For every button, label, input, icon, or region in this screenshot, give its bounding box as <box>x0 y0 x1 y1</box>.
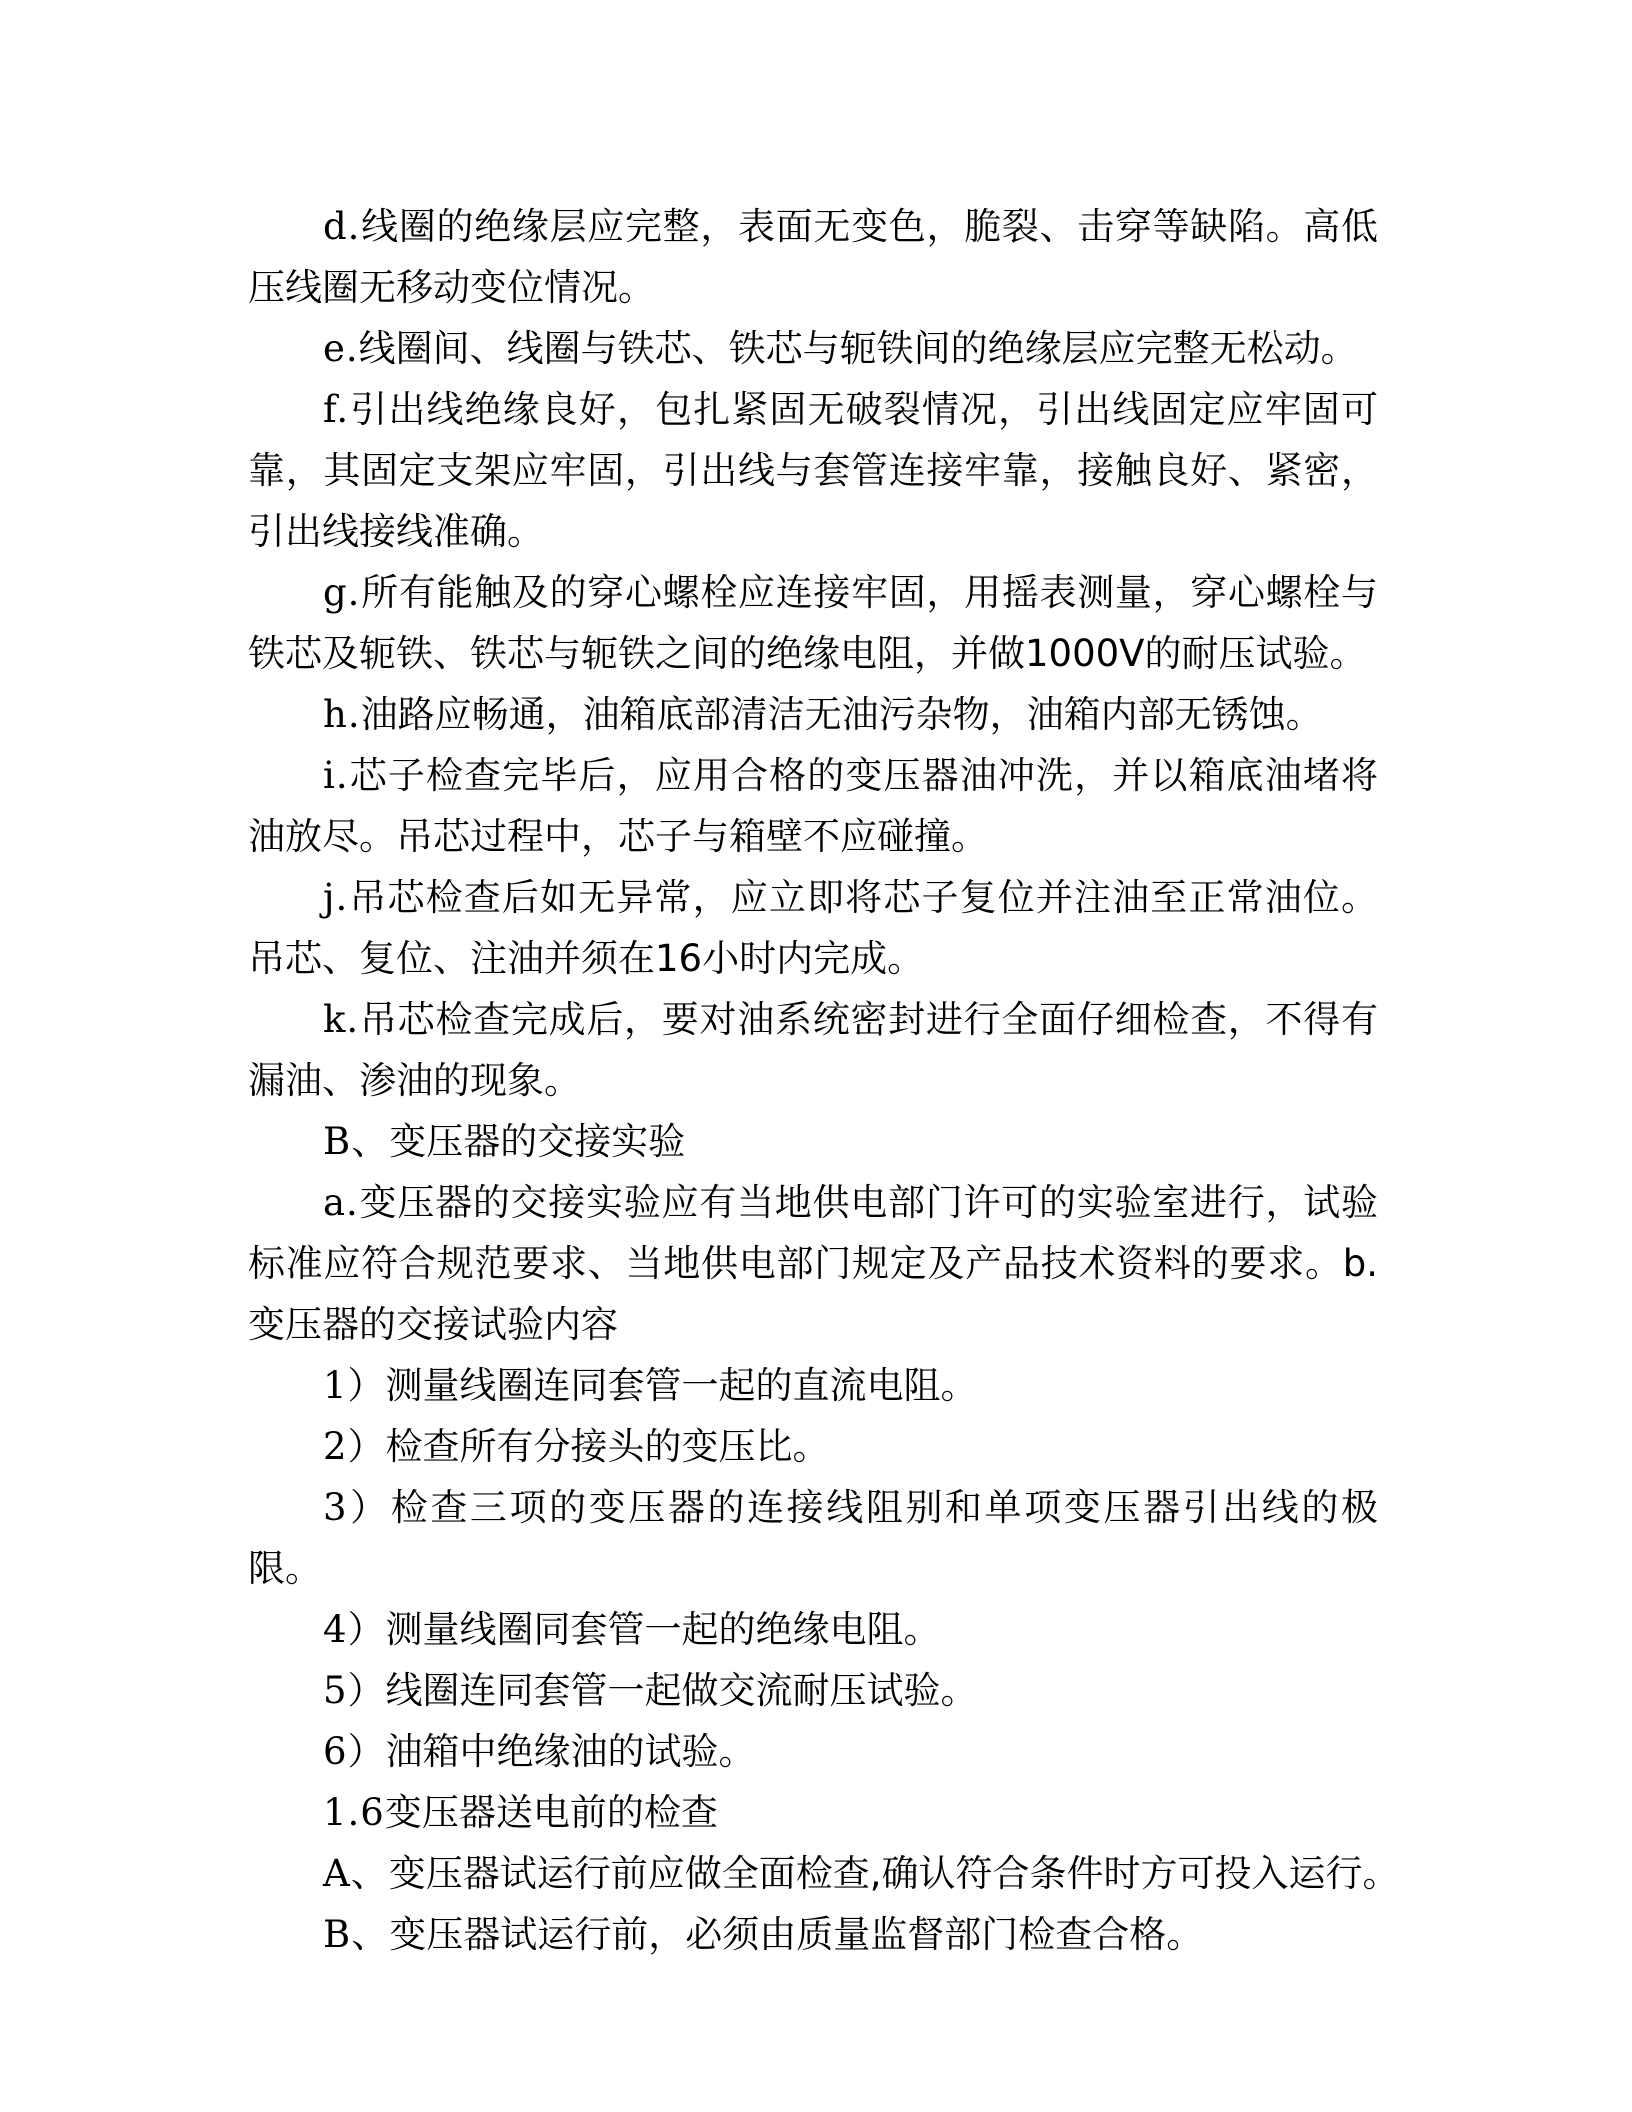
paragraph-text: 线圈间、线圈与铁芯、铁芯与轭铁间的绝缘层应完整无松动。 <box>358 327 1358 370</box>
paragraph-d <box>248 196 1378 318</box>
paragraph-f <box>248 379 1378 562</box>
item-marker: h. <box>323 693 361 736</box>
section-heading-b <box>248 1111 1378 1172</box>
list-number: 6） <box>323 1730 386 1773</box>
paragraph-text: 吊芯检查完成后，要对油系统密封进行全面仔细检查，不得有漏油、渗油的现象。 <box>248 998 1378 1102</box>
paragraph-text: 油路应畅通，油箱底部清洁无油污杂物，油箱内部无锈蚀。 <box>360 693 1323 736</box>
paragraph-B2 <box>248 1904 1378 1965</box>
item-marker: i. <box>323 754 349 797</box>
list-item-text: 测量线圈同套管一起的绝缘电阻。 <box>385 1608 941 1651</box>
section-number: 1.6 <box>323 1791 385 1834</box>
list-number: 5） <box>323 1669 386 1712</box>
section-heading-1-6 <box>248 1782 1378 1843</box>
list-item-text: 检查所有分接头的变压比。 <box>385 1425 830 1468</box>
list-number: 2） <box>323 1425 386 1468</box>
list-number: 1） <box>323 1364 386 1407</box>
item-marker: g. <box>323 571 361 614</box>
item-marker: k. <box>323 998 360 1041</box>
item-marker: a. <box>323 1181 359 1224</box>
list-item-6 <box>248 1721 1378 1782</box>
list-item-4 <box>248 1599 1378 1660</box>
list-item-2 <box>248 1416 1378 1477</box>
paragraph-j <box>248 867 1378 989</box>
paragraph-i <box>248 745 1378 867</box>
list-item-text: 测量线圈连同套管一起的直流电阻。 <box>385 1364 978 1407</box>
paragraph-h <box>248 684 1378 745</box>
paragraph-g <box>248 562 1378 684</box>
paragraph-text: 变压器的交接实验应有当地供电部门许可的实验室进行，试验标准应符合规范要求、当地供电部门规定及产品技术资料的要求。b.变压器的交接试验内容 <box>248 1181 1378 1346</box>
list-item-1 <box>248 1355 1378 1416</box>
item-marker: e. <box>323 327 359 370</box>
list-item-text: 线圈连同套管一起做交流耐压试验。 <box>385 1669 978 1712</box>
paragraph-text: 变压器试运行前应做全面检查,确认符合条件时方可投入运行。 <box>388 1852 1400 1895</box>
list-item-5 <box>248 1660 1378 1721</box>
list-item-text: 油箱中绝缘油的试验。 <box>385 1730 756 1773</box>
list-number: 4） <box>323 1608 386 1651</box>
paragraph-A <box>248 1843 1400 1904</box>
list-number: 3） <box>323 1486 391 1529</box>
paragraph-text: 变压器试运行前，必须由质量监督部门检查合格。 <box>389 1913 1204 1956</box>
item-marker: f. <box>323 388 350 431</box>
paragraph-text: 线圈的绝缘层应完整，表面无变色，脆裂、击穿等缺陷。高低压线圈无移动变位情况。 <box>248 205 1378 309</box>
item-marker: A、 <box>323 1852 389 1895</box>
paragraph-text: 芯子检查完毕后，应用合格的变压器油冲洗，并以箱底油堵将油放尽。吊芯过程中，芯子与箱壁不应碰撞。 <box>248 754 1378 858</box>
paragraph-a <box>248 1172 1378 1355</box>
section-marker: B、 <box>323 1120 390 1163</box>
section-heading-text: 变压器送电前的检查 <box>384 1791 718 1834</box>
document-page <box>248 196 1400 1965</box>
item-marker: j. <box>323 876 349 919</box>
list-item-3 <box>248 1477 1378 1599</box>
paragraph-e <box>248 318 1378 379</box>
item-marker: B、 <box>323 1913 390 1956</box>
list-item-text: 检查三项的变压器的连接线阻别和单项变压器引出线的极限。 <box>248 1486 1378 1590</box>
paragraph-text: 引出线绝缘良好，包扎紧固无破裂情况，引出线固定应牢固可靠，其固定支架应牢固，引出线与套管连接牢靠，接触良好、紧密，引出线接线准确。 <box>248 388 1378 553</box>
paragraph-text: 吊芯检查后如无异常，应立即将芯子复位并注油至正常油位。吊芯、复位、注油并须在16小时内完成。 <box>248 876 1378 980</box>
item-marker: d. <box>323 205 361 248</box>
paragraph-text: 所有能触及的穿心螺栓应连接牢固，用摇表测量，穿心螺栓与铁芯及轭铁、铁芯与轭铁之间的绝缘电阻，并做1000V的耐压试验。 <box>248 571 1378 675</box>
section-heading-text: 变压器的交接实验 <box>389 1120 686 1163</box>
paragraph-k <box>248 989 1378 1111</box>
